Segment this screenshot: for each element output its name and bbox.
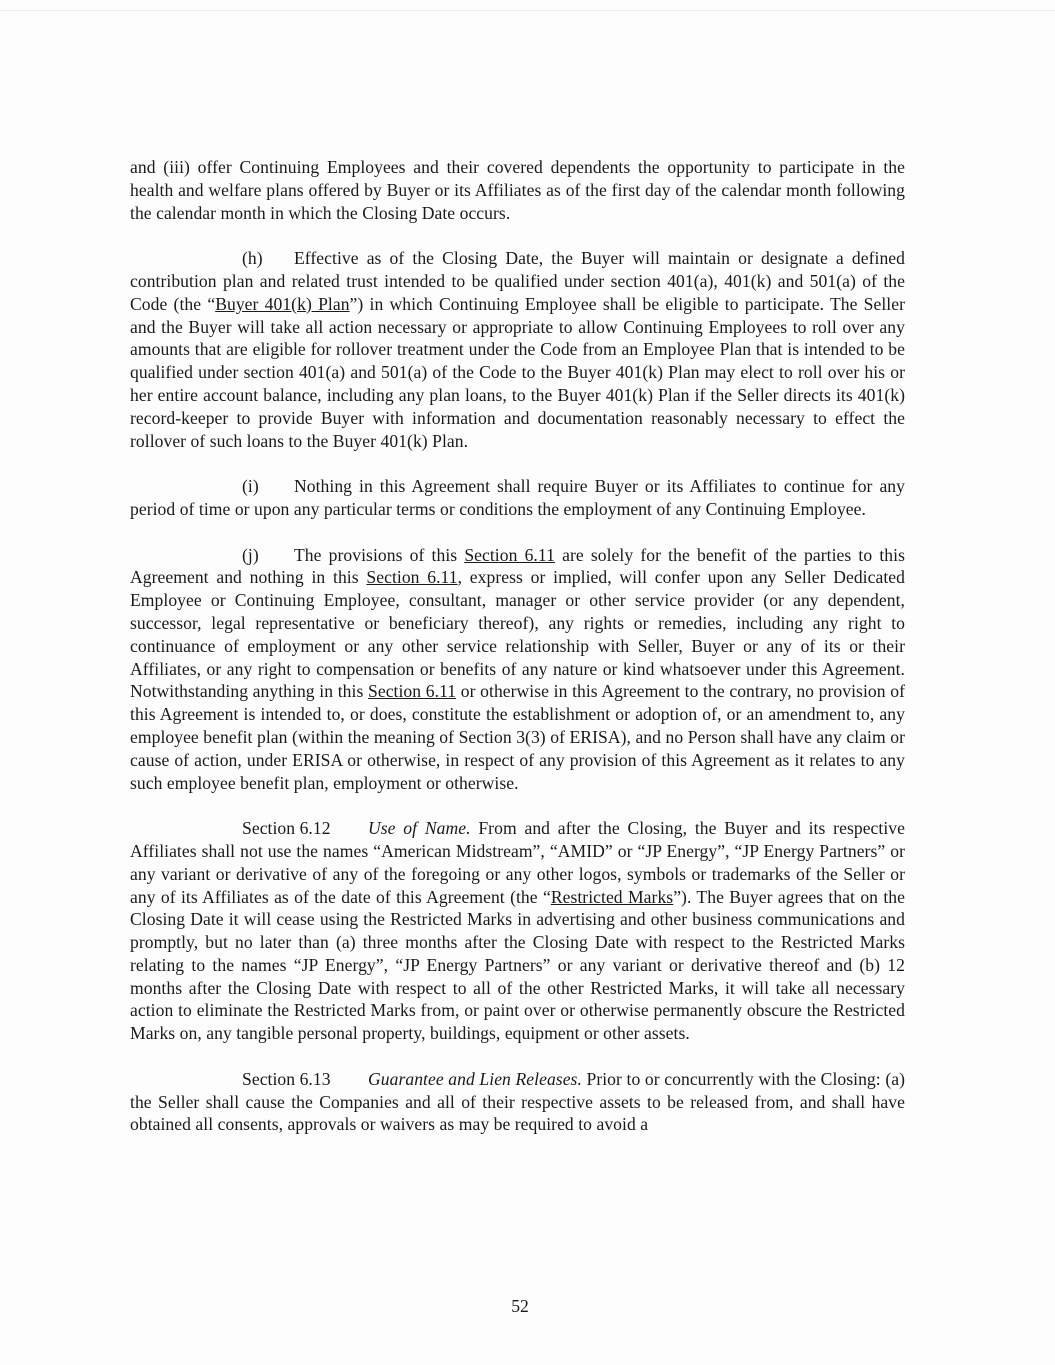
paragraph-i [130,475,905,521]
paragraph-text: The provisions of this [294,544,465,565]
section-6-12 [130,817,905,1045]
section-6-13 [130,1068,905,1136]
section-reference: Section 6.11 [368,681,457,702]
scan-edge-line [0,10,1055,11]
paragraph-text: Effective as of the Closing Date, the Buyer will maintain or designate a defined contribution plan and related trust intended to be qualified under section 401(a), 401(k) and 501(a) of the Code (the “ [130,248,905,314]
paragraph-text: ”). The Buyer agrees that on the Closing Date it will cease using the Restricted Marks in advertising and other business communications and promptly, but no later than (a) three months after the Closing Date with respect to the Restricted Marks relating to the names “JP Energy”, “JP Energy Partners” or any variant or derivative thereof and (b) 12 months after the Closing Date with respect to all of the other Restricted Marks, it will take all necessary action to eliminate the Restricted Marks from, or paint over or otherwise permanently obscure the Restricted Marks on, any tangible personal property, buildings, equipment or other assets. [130,886,905,1044]
item-label: (i) [242,476,259,497]
page-number: 52 [511,1296,529,1316]
paragraph-text: , express or implied, will confer upon any Seller Dedicated Employee or Continuing Employee, consultant, manager or other service provider (or any dependent, successor, legal representative or beneficiary thereof), any rights or remedies, including any right to continuance of employment or any other service relationship with Seller, Buyer or any of its or their Affiliates, or any right to compensation or benefits of any nature or kind whatsoever under this Agreement. Notwithstanding anything in this [130,567,905,702]
item-label: (j) [242,544,259,565]
defined-term: Restricted Marks [550,886,674,907]
paragraph-text: are solely for the benefit of the parties to this Agreement and nothing in this [130,544,905,588]
paragraph-j [130,544,905,795]
defined-term: Buyer 401(k) Plan [215,293,350,314]
section-number: Section 6.12 [242,818,331,839]
paragraph-text: or otherwise in this Agreement to the contrary, no provision of this Agreement is intended to, or does, constitute the establishment or adoption of, or an amendment to, any employee benefit plan (within the meaning of Section 3(3) of ERISA), and no Person shall have any claim or cause of action, under ERISA or otherwise, in respect of any provision of this Agreement as it relates to any such employee benefit plan, employment or otherwise. [130,681,905,793]
document-body [130,156,905,1136]
paragraph-text: Nothing in this Agreement shall require Buyer or its Affiliates to continue for any period of time or upon any particular terms or conditions the employment of any Continuing Employee. [130,476,905,519]
paragraph-text: From and after the Closing, the Buyer and its respective Affiliates shall not use the names “American Midstream”, “AMID” or “JP Energy”, “JP Energy Partners” or any variant or derivative of any of the foregoing or any other logos, symbols or trademarks of the Seller or any of its Affiliates as of the date of this Agreement (the “ [130,818,905,907]
section-reference: Section 6.11 [366,567,458,588]
section-number: Section 6.13 [242,1068,331,1089]
paragraph-text: and (iii) offer Continuing Employees and their covered dependents the opportunity to participate in the health and welfare plans offered by Buyer or its Affiliates as of the first day of the calendar month following the calendar month in which the Closing Date occurs. [130,157,905,223]
paragraph-g-continued [130,156,905,224]
paragraph-text: Prior to or concurrently with the Closing: (a) the Seller shall cause the Companies and all of their respective assets to be released from, and shall have obtained all consents, approvals or waivers as may be required to avoid a [130,1068,905,1135]
section-heading: Guarantee and Lien Releases. [368,1068,582,1089]
item-label: (h) [242,248,263,269]
paragraph-h [130,247,905,452]
section-reference: Section 6.11 [464,544,555,565]
section-heading: Use of Name. [368,818,471,839]
paragraph-text: ”) in which Continuing Employee shall be eligible to participate. The Seller and the Buyer will take all action necessary or appropriate to allow Continuing Employees to roll over any amounts that are eligible for rollover treatment under the Code from an Employee Plan that is intended to be qualified under section 401(a) and 501(a) of the Code to the Buyer 401(k) Plan may elect to roll over his or her entire account balance, including any plan loans, to the Buyer 401(k) Plan if the Seller directs its 401(k) record-keeper to provide Buyer with information and documentation reasonably necessary to effect the rollover of such loans to the Buyer 401(k) Plan. [130,293,905,451]
